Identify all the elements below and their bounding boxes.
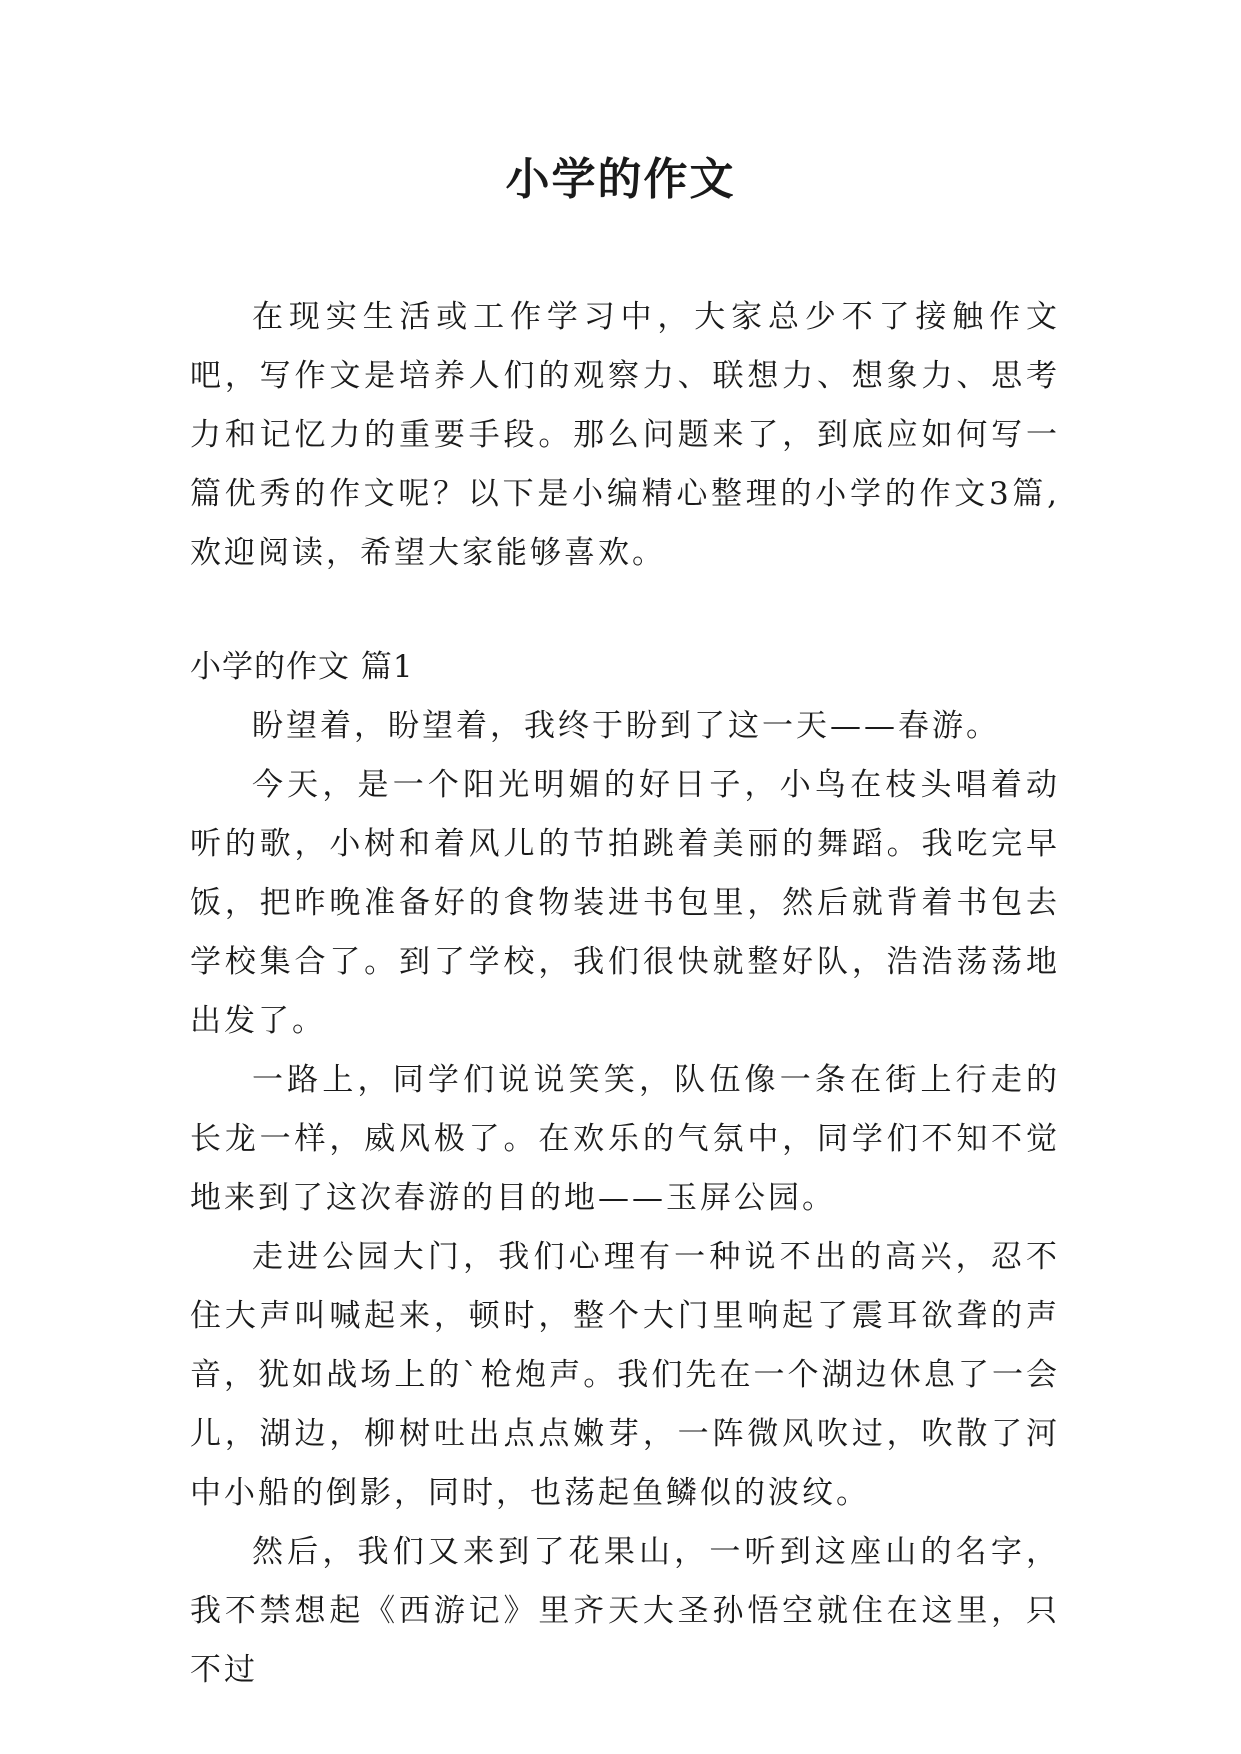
intro-text: 在现实生活或工作学习中，大家总少不了接触作文吧，写作文是培养人们的观察力、联想力、想象力、思考力和记忆力的重要手段。那么问题来了，到底应如何写一篇优秀的作文呢？以下是小编精心整理的小学的作文3篇,欢迎阅读，希望大家能够喜欢。 <box>190 299 1060 571</box>
essay-paragraph: 盼望着，盼望着，我终于盼到了这一天——春游。 <box>252 708 1000 744</box>
essay-paragraph: 今天，是一个阳光明媚的好日子，小鸟在枝头唱着动听的歌，小树和着风儿的节拍跳着美丽的舞蹈。我吃完早饭，把昨晚准备好的食物装进书包里，然后就背着书包去学校集合了。到了学校，我们很快就整好队，浩浩荡荡地出发了。 <box>190 767 1060 1039</box>
essay-paragraph: 然后，我们又来到了花果山，一听到这座山的名字，我不禁想起《西游记》里齐天大圣孙悟空就住在这里，只不过 <box>190 1534 1060 1688</box>
document-title: 小学的作文 <box>505 154 736 205</box>
essay-body <box>190 697 1060 1700</box>
section-heading: 小学的作文 篇1 <box>190 649 414 685</box>
essay-paragraph: 一路上，同学们说说笑笑，队伍像一条在街上行走的长龙一样，威风极了。在欢乐的气氛中，同学们不知不觉地来到了这次春游的目的地——玉屏公园。 <box>190 1062 1060 1216</box>
essay-paragraph: 走进公园大门，我们心理有一种说不出的高兴，忍不住大声叫喊起来，顿时，整个大门里响起了震耳欲聋的声音，犹如战场上的`枪炮声。我们先在一个湖边休息了一会儿，湖边，柳树吐出点点嫩芽，一阵微风吹过，吹散了河中小船的倒影，同时，也荡起鱼鳞似的波纹。 <box>190 1239 1060 1511</box>
intro-paragraph <box>190 288 1060 583</box>
